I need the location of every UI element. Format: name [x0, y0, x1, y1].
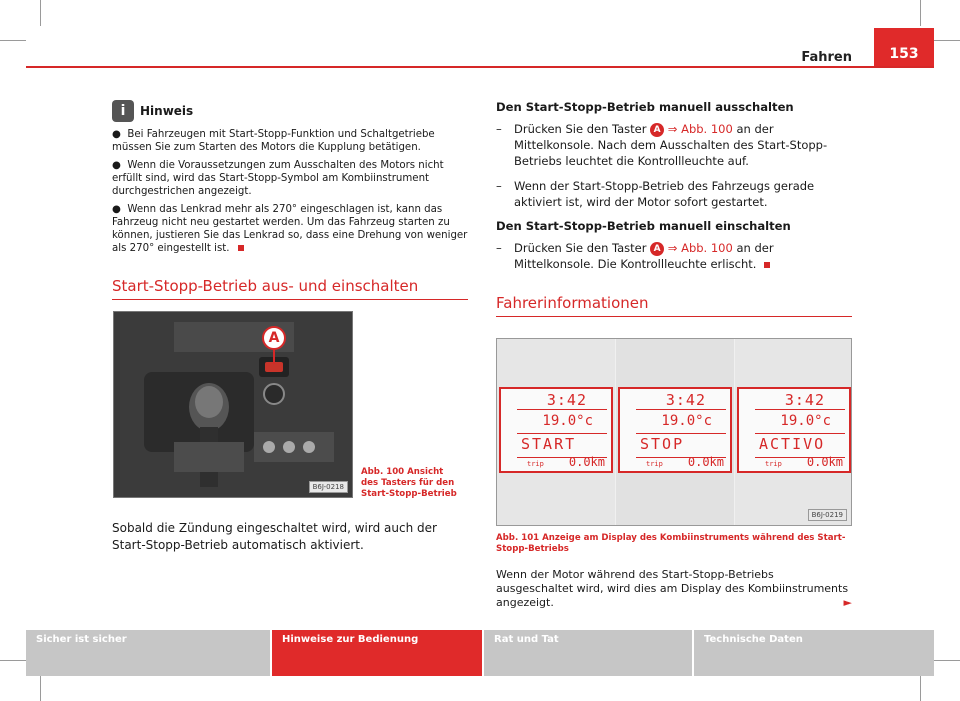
hint-bullet: ● Bei Fahrzeugen mit Start-Stopp-Funktion und Schaltgetriebe müssen Sie zum Starten des Motors die Kupplung betätigen. — [112, 129, 435, 153]
hint-heading — [112, 100, 468, 122]
crop-mark — [0, 40, 26, 41]
button-a-badge: A — [650, 242, 664, 256]
subheading-off: Den Start-Stopp-Betrieb manuell ausschalten — [496, 100, 794, 114]
cluster-display-activo: 3:42 19.0°c ACTIVO trip 0.0km — [737, 387, 851, 473]
right-column — [496, 100, 852, 317]
footer-tab-rat[interactable]: Rat und Tat — [484, 630, 692, 676]
figure-100-image — [113, 311, 353, 498]
cluster-display-stop: 3:42 19.0°c STOP trip 0.0km — [618, 387, 732, 473]
paragraph: Wenn der Motor während des Start-Stopp-Betriebs ausgeschaltet wird, wird dies am Display des Kombiinstruments angezeigt. ► — [496, 568, 852, 609]
section-title-start-stopp: Start-Stopp-Betrieb aus- und einschalten — [112, 277, 468, 300]
cluster-display-start: 3:42 19.0°c START trip 0.0km — [499, 387, 613, 473]
continue-arrow-icon: ► — [843, 596, 852, 609]
section-title-fahrerinformationen: Fahrerinformationen — [496, 294, 852, 317]
end-marker-icon — [238, 245, 244, 251]
figure-link[interactable]: ⇒ Abb. 100 — [667, 122, 733, 136]
left-column — [112, 100, 468, 300]
hint-label: Hinweis — [140, 104, 194, 118]
paragraph: Sobald die Zündung eingeschaltet wird, wird auch der Start-Stopp-Betrieb automatisch aktiviert. — [112, 521, 437, 552]
footer-tab-bedienung[interactable]: Hinweise zur Bedienung — [272, 630, 482, 676]
page-number: 153 — [874, 28, 934, 68]
list-item: – Wenn der Start-Stopp-Betrieb des Fahrzeugs gerade aktiviert ist, wird der Motor sofort gestartet. — [496, 179, 815, 209]
page-header-title: Fahren — [801, 50, 852, 65]
console-illustration — [114, 312, 353, 498]
figure-code: B6J-0219 — [808, 509, 847, 521]
info-icon: i — [112, 100, 134, 122]
list-item: – Drücken Sie den Taster A ⇒ Abb. 100 an der Mittelkonsole. Die Kontrollleuchte erlischt. — [496, 241, 774, 271]
footer-tab-technische[interactable]: Technische Daten — [694, 630, 934, 676]
figure-code: B6J-0218 — [309, 481, 348, 493]
crop-mark — [920, 0, 921, 26]
figure-101-image — [496, 338, 852, 526]
hint-bullet: ● Wenn die Voraussetzungen zum Ausschalten des Motors nicht erfüllt sind, wird das Start-Stopp-Symbol am Kombiinstrument durchgestrichen angezeigt. — [112, 160, 444, 197]
crop-mark — [0, 660, 26, 661]
callout-a-marker: A — [262, 326, 286, 350]
subheading-on: Den Start-Stopp-Betrieb manuell einschalten — [496, 219, 791, 233]
list-item: – Drücken Sie den Taster A ⇒ Abb. 100 an der Mittelkonsole. Nach dem Ausschalten des Start-Stopp-Betriebs leuchtet die Kontrollleuchte auf. — [496, 122, 828, 168]
figure-100-caption: Abb. 100 Ansicht des Tasters für den Start-Stopp-Betrieb — [361, 467, 457, 499]
crop-mark — [920, 676, 921, 701]
crop-mark — [934, 40, 960, 41]
figure-link[interactable]: ⇒ Abb. 100 — [667, 241, 733, 255]
button-a-badge: A — [650, 123, 664, 137]
crop-mark — [40, 0, 41, 26]
end-marker-icon — [764, 262, 770, 268]
crop-mark — [40, 676, 41, 701]
figure-101-caption: Abb. 101 Anzeige am Display des Kombiinstruments während des Start-Stopp-Betriebs — [496, 533, 846, 554]
crop-mark — [934, 660, 960, 661]
left-para — [112, 520, 468, 554]
hint-bullet: ● Wenn das Lenkrad mehr als 270° eingeschlagen ist, kann das Fahrzeug nicht neu gestartet werden. Um das Fahrzeug starten zu können, justieren Sie das Lenkrad so, dass eine Drehung von weniger als 270° eingestellt ist. — [112, 204, 468, 254]
header-rule — [26, 66, 934, 68]
footer-tab-sicher[interactable]: Sicher ist sicher — [26, 630, 270, 676]
right-para — [496, 568, 852, 610]
